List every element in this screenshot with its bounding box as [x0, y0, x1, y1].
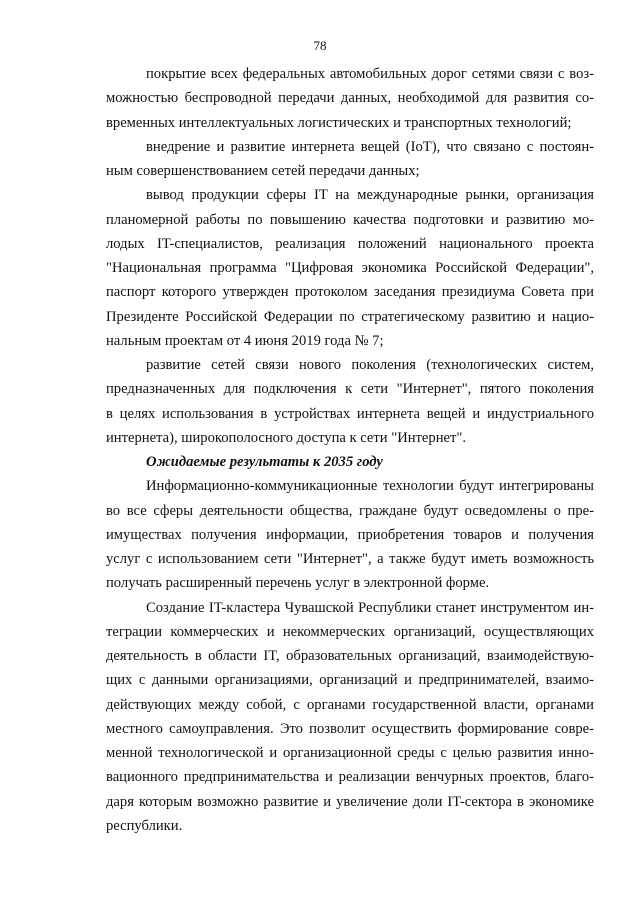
text-line: местного самоуправления. Это позволит осуществить формирование совре- — [106, 720, 594, 737]
text-line: Создание IT-кластера Чувашской Республики станет инструментом ин- — [146, 599, 594, 616]
text-line: действующих между собой, с органами государственной власти, органами — [106, 696, 594, 713]
page-number: 78 — [313, 38, 327, 53]
text-line: теграции коммерческих и некоммерческих организаций, осуществляющих — [106, 623, 594, 640]
section-heading: Ожидаемые результаты к 2035 году — [146, 454, 383, 470]
text-line: временных интеллектуальных логистических и транспортных технологий; — [106, 114, 572, 131]
text-line: внедрение и развитие интернета вещей (IoT), что связано с постоян- — [146, 138, 594, 155]
text-line: республики. — [106, 817, 183, 834]
text-line: покрытие всех федеральных автомобильных дорог сетями связи с воз- — [146, 66, 594, 82]
text-line: "Национальная программа "Цифровая экономика Российской Федерации", — [106, 260, 594, 276]
text-line: вационного предпринимательства и реализации венчурных проектов, благо- — [106, 769, 594, 786]
text-line: во все сферы деятельности общества, граждане будут осведомлены о пре- — [106, 502, 594, 519]
text-line: лодых IT-специалистов, реализация положений национального проекта — [106, 235, 594, 252]
text-line: услуг с использованием сети "Интернет", а также будут иметь возможность — [106, 551, 594, 567]
text-line: Информационно-коммуникационные технологии будут интегрированы — [146, 478, 594, 495]
text-line: можностью беспроводной передачи данных, необходимой для развития со- — [106, 90, 594, 107]
text-line: планомерной работы по повышению качества подготовки и развитию мо- — [106, 211, 594, 228]
text-line: Президенте Российской Федерации по стратегическому развитию и нацио- — [106, 308, 594, 325]
text-line: даря которым возможно развитие и увеличение доли IT-сектора в экономике — [106, 793, 594, 810]
text-line: нальным проектам от 4 июня 2019 года № 7; — [106, 332, 384, 349]
text-line: интернета), широкополосного доступа к сети "Интернет". — [106, 429, 466, 446]
text-line: ным совершенствованием сетей передачи данных; — [106, 163, 420, 179]
text-line: вывод продукции сферы IT на международные рынки, организация — [146, 187, 594, 204]
text-line: предназначенных для подключения к сети "Интернет", пятого поколения — [106, 381, 594, 398]
text-line: развитие сетей связи нового поколения (технологических систем, — [146, 357, 594, 373]
text-line: имуществах получения информации, приобретения товаров и получения — [106, 526, 594, 543]
text-line: щих с данными организациями, организаций и предпринимателей, взаимо- — [106, 672, 594, 689]
text-line: в целях использования в устройствах интернета вещей и индустриального — [106, 405, 594, 422]
text-line: менной технологической и организационной среды с целью развития инно- — [106, 745, 594, 761]
text-line: деятельность в области IT, образовательных организаций, взаимодействую- — [106, 648, 594, 664]
text-line: получать расширенный перечень услуг в электронной форме. — [106, 575, 490, 592]
text-line: паспорт которого утвержден протоколом заседания президиума Совета при — [106, 284, 594, 301]
